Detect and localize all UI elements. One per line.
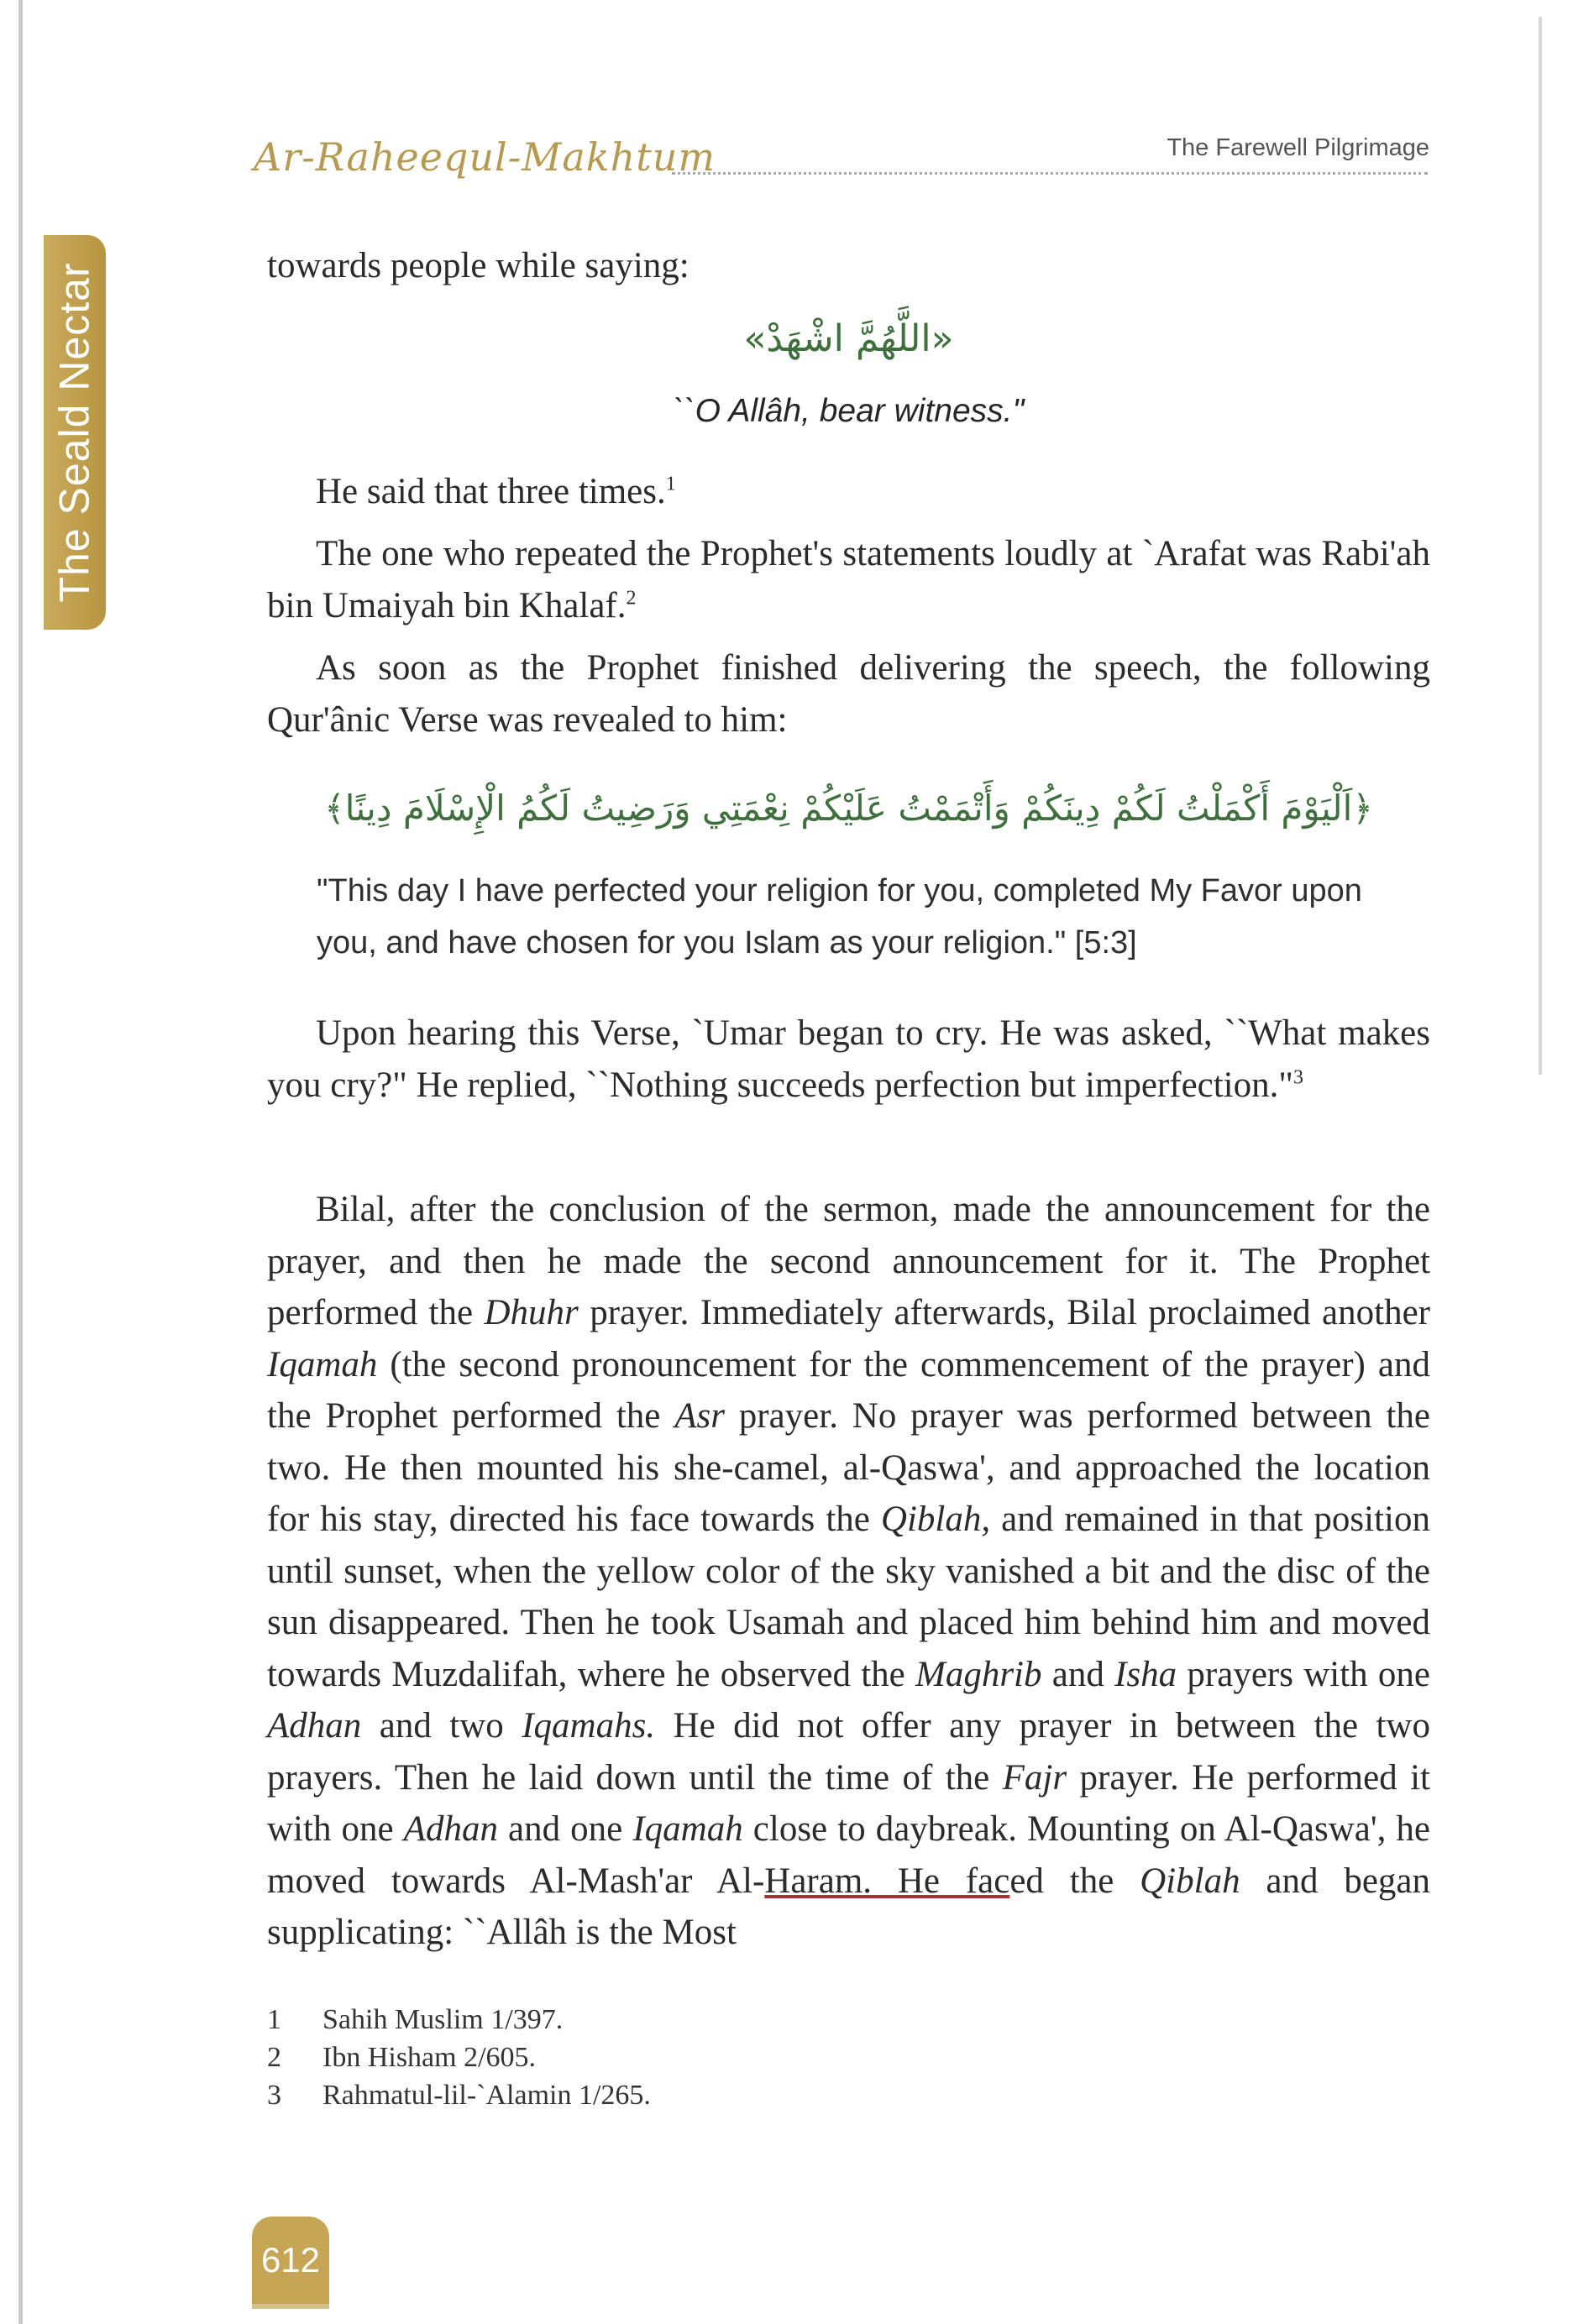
footnote-number: 2 [267,2042,281,2073]
p6-italic-term: Maghrib [915,1654,1042,1694]
right-margin-rule [1539,17,1542,1075]
p6-text: and [1041,1654,1115,1694]
p6-italic-term: Isha [1114,1654,1177,1694]
footnote-text: Ibn Hisham 2/605. [322,2042,537,2073]
p6-text: and two [361,1706,522,1746]
p6-italic-term: Qiblah, [880,1500,991,1539]
arabic-verse: ﴿اَلْيَوْمَ أَكْمَلْتُ لَكُمْ دِينَكُمْ وَأَتْمَمْتُ عَلَيْكُمْ نِعْمَتِي وَرَضِيتُ لَكُمُ الْإِسْلَامَ دِينًا﴾ [324,788,1373,829]
footnote-ref-3: 3 [1292,1066,1303,1089]
footnote [267,2001,1430,2039]
footnotes [267,2001,1430,2114]
p6-text: prayer. Immediately afterwards, Bilal proclaimed another [578,1293,1430,1332]
line-1-text: towards people while saying: [267,246,689,285]
para-2-text: He said that three times. [316,472,666,511]
p6-underlined-text: Haram. He fac [764,1861,1010,1901]
p6-text: and one [497,1809,633,1849]
paragraph-bilal [267,1184,1430,1959]
p6-text: ed the [1009,1861,1140,1901]
p6-italic-term: Iqamahs. [522,1706,656,1746]
arabic-supplication: «اللَّهُمَّ اشْهَدْ» [743,317,954,360]
para-4-text: As soon as the Prophet finished delivering the speech, the following Qur'ânic Verse was revealed to him: [267,648,1430,740]
footnote-text: Sahih Muslim 1/397. [322,2004,564,2035]
footnote-ref-2: 2 [626,587,637,610]
page-number-base [252,2304,329,2309]
p6-italic-term: Iqamah [632,1809,743,1849]
p6-text: He did not offer any prayer in between the two prayers. Then he laid down until the time of the [267,1706,1430,1798]
verse-translation: "This day I have perfected your religion for you, completed My Favor upon you, and have chosen for you Islam as your religion." [5:3] [317,873,1362,960]
paragraph-umar [267,1008,1430,1111]
footnote-text: Rahmatul-lil-`Alamin 1/265. [322,2080,651,2111]
p6-italic-term: Qiblah [1140,1861,1240,1901]
p6-text: Bilal, after the conclusion of the sermon, made the announcement for the prayer, and then he made the second announcement for it. The Prophet performed the [267,1190,1430,1332]
footnote [267,2076,1430,2114]
p6-text: and remained in that position until sunset, when the yellow color of the sky vanished a bit and the disc of the sun disappeared. Then he took Usamah and placed him behind him and moved towards Muzdalifah, where he observed the [267,1500,1430,1694]
supplication-translation [267,393,1430,430]
paragraph-verse-intro [267,642,1430,746]
footnote-number: 1 [267,2004,281,2035]
p6-italic-term: Iqamah [267,1344,378,1384]
p6-italic-term: Asr [674,1396,725,1436]
page-number-label: 612 [260,2240,321,2280]
left-margin-rule [18,0,23,2324]
p6-italic-term: Fajr [1002,1757,1067,1798]
translation-1-text: ``O Allâh, bear witness." [673,393,1025,429]
para-5-text: Upon hearing this Verse, `Umar began to cry. He was asked, ``What makes you cry?" He replied, ``Nothing succeeds perfection but imperfection." [267,1013,1430,1105]
p6-italic-term: Adhan [403,1809,498,1849]
para-3-text: The one who repeated the Prophet's statements loudly at `Arafat was Rabi'ah bin Umaiyah bin Khalaf. [267,534,1430,625]
p6-italic-term: Adhan [267,1706,362,1746]
p6-text: prayer. He performed it with one [267,1757,1431,1849]
footnote [267,2039,1430,2076]
footnote-number: 3 [267,2080,281,2111]
p6-text: and began supplicating: ``Allâh is the Most [267,1861,1431,1952]
p6-text: close to daybreak. Mounting on Al-Qaswa', he moved towards Al-Mash'ar Al- [267,1809,1430,1901]
paragraph-three-times [267,466,1430,518]
header-chapter-title: The Farewell Pilgrimage [1167,134,1429,161]
page-number [252,2217,329,2304]
paragraph-repeater [267,528,1430,631]
header-dotted-rule [672,172,1428,175]
side-tab [44,235,106,630]
p6-text: (the second pronouncement for the commencement of the prayer) and the Prophet performed the [267,1344,1430,1436]
p6-italic-term: Dhuhr [484,1293,579,1332]
header-book-title: Ar-Raheequl-Makhtum [254,134,716,180]
footnote-ref-1: 1 [665,473,676,495]
p6-text: prayer. No prayer was performed between the two. He then mounted his she-camel, al-Qaswa', and approached the location for his stay, directed his face towards the [267,1396,1430,1539]
line-towards-people [267,240,1430,292]
p6-text: prayers with one [1177,1654,1430,1694]
side-tab-label: The Seald Nectar [51,262,98,603]
